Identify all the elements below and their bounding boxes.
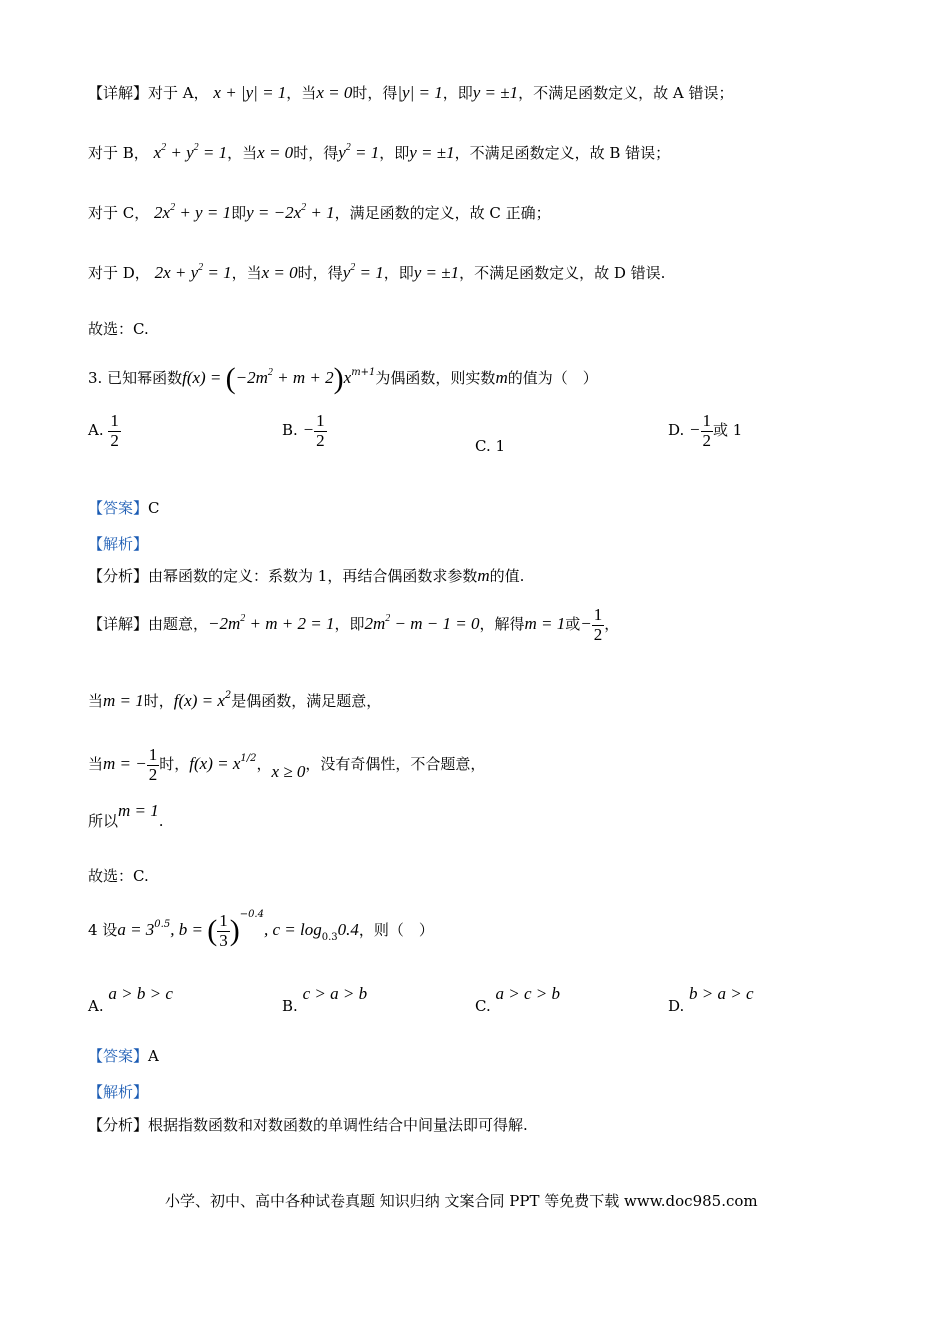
q3-option-c: C. 1 [475, 437, 506, 455]
q4-option-c: C. a > c > b [475, 984, 560, 1015]
detail-option-c: 对于 C， $2x^2 + y = 1$即$y = -2x^2 + 1$，满足函数的定义，故 C 正确； [88, 202, 551, 222]
q3-answer: 【答案】C [88, 499, 160, 517]
detail-option-a: 【详解】对于 A， x + |y| = 1，当x = 0时，得|y| = 1，即y = ±1，不满足函数定义，故 A 错误； [88, 83, 734, 102]
q3-conclusion: 所以m = 1. [88, 801, 164, 830]
q4-analysis-tag: 【解析】 [88, 1083, 149, 1101]
q3-detail: 【详解】由题意，$-2m^2 + m + 2 = 1$，即$2m^2 - m - 1 = 0$，解得m = 1或− $\frac{1}{2}$ ， [88, 605, 620, 644]
question-4-stem: 4 设$a = 3^{0.5}$, b = ( $\frac{1}{3}$ )$^{-0.4}$, $c = \log_{0.3}0.4$，则（ ） [88, 909, 434, 950]
q4-option-d: D. b > a > c [668, 984, 754, 1015]
choice-q2: 故选：C. [88, 320, 149, 338]
detail-tag: 【详解】 [88, 84, 149, 102]
q3-option-b: B. − $\frac{1}{2}$ [282, 411, 325, 450]
q4-answer: 【答案】A [88, 1047, 159, 1065]
q3-fenxi: 【分析】由幂函数的定义：系数为 1，再结合偶函数求参数m的值. [88, 566, 525, 585]
detail-option-d: 对于 D， $2x + y^2 = 1$，当x = 0时，得$y^2 = 1$，即y = ±1，不满足函数定义，故 D 错误. [88, 262, 666, 282]
q3-option-a: A. $\frac{1}{2}$ [88, 411, 119, 450]
q3-option-d: D. − $\frac{1}{2}$ 或 1 [668, 411, 743, 450]
q3-analysis-tag: 【解析】 [88, 535, 149, 553]
q4-option-b: B. c > a > b [282, 984, 368, 1015]
q4-fenxi: 【分析】根据指数函数和对数函数的单调性结合中间量法即可得解. [88, 1116, 528, 1134]
q3-when-m-neg-half: 当m = − $\frac{1}{2}$ 时，$f(x) = x^{1/2}$，x ≥ 0，没有奇偶性，不合题意， [88, 745, 486, 784]
page-footer: 小学、初中、高中各种试卷真题 知识归纳 文案合同 PPT 等免费下载 www.doc985.com [165, 1192, 758, 1210]
q4-option-a: A. a > b > c [88, 984, 173, 1015]
q3-when-m-1: 当m = 1时，$f(x) = x^2$是偶函数，满足题意， [88, 690, 382, 710]
question-3-stem: 3. 已知幂函数$f(x) = (-2m^2 + m + 2)x^{m+1}$为偶函数，则实数m的值为（ ） [88, 362, 598, 395]
choice-q3: 故选：C. [88, 867, 149, 885]
detail-option-b: 对于 B， $x^2 + y^2 = 1$，当x = 0时，得$y^2 = 1$，即y = ±1，不满足函数定义，故 B 错误； [88, 142, 671, 162]
